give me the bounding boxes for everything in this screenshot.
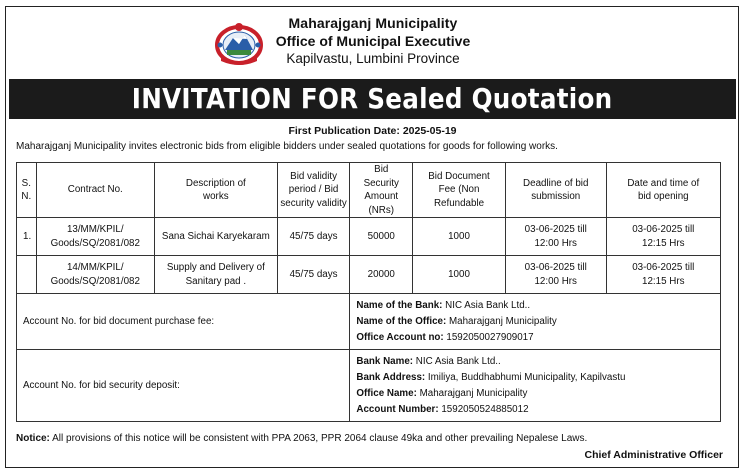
notice-body: All provisions of this notice will be consistent with PPA 2063, PPR 2064 clause 49ka and other prevailing Nepalese Laws. xyxy=(52,433,588,444)
intro-text: Maharajganj Municipality invites electronic bids from eligible bidders under sealed quotations for goods for following works. xyxy=(16,141,558,152)
purchase-office-value: Maharajganj Municipality xyxy=(448,315,557,327)
notice-label: Notice: xyxy=(16,433,50,444)
table-row xyxy=(17,218,721,256)
purchase-account-line xyxy=(356,330,720,346)
table-header-row xyxy=(17,163,721,218)
security-account-details xyxy=(350,350,721,422)
purchase-account-no-label: Office Account no: xyxy=(356,331,444,343)
cell-opening: 03-06-2025 till 12:15 Hrs xyxy=(606,256,720,294)
security-office-label: Office Name: xyxy=(356,387,417,399)
header-validity: Bid validity period / Bid security validity xyxy=(277,163,350,218)
purchase-account-label: Account No. for bid document purchase fee: xyxy=(17,294,350,350)
security-account-no-value: 1592050524885012 xyxy=(441,403,529,415)
nepal-emblem-icon xyxy=(213,20,265,66)
header-deadline: Deadline of bid submission xyxy=(505,163,606,218)
cell-security: 50000 xyxy=(350,218,413,256)
notice-text xyxy=(16,433,587,444)
purchase-account-no-value: 1592050027909017 xyxy=(446,331,534,343)
security-bank-line xyxy=(356,354,720,370)
cell-fee: 1000 xyxy=(413,218,506,256)
security-address-label: Bank Address: xyxy=(356,371,426,383)
office-name: Office of Municipal Executive xyxy=(275,33,471,49)
page-title: INVITATION FOR Sealed Quotation xyxy=(132,82,613,115)
purchase-office-label: Name of the Office: xyxy=(356,315,447,327)
cell-deadline: 03-06-2025 till 12:00 Hrs xyxy=(505,218,606,256)
header-security: Bid Security Amount (NRs) xyxy=(350,163,413,218)
signatory: Chief Administrative Officer xyxy=(584,449,723,461)
security-account-line xyxy=(356,402,720,418)
cell-contract: 14/MM/KPIL/ Goods/SQ/2081/082 xyxy=(36,256,154,294)
header-description: Description of works xyxy=(154,163,277,218)
purchase-bank-line xyxy=(356,298,720,314)
org-name: Maharajganj Municipality xyxy=(288,15,458,31)
cell-fee: 1000 xyxy=(413,256,506,294)
security-office-value: Maharajganj Municipality xyxy=(419,387,528,399)
purchase-account-details xyxy=(350,294,721,350)
office-location: Kapilvastu, Lumbini Province xyxy=(286,51,460,66)
security-office-line xyxy=(356,386,720,402)
cell-security: 20000 xyxy=(350,256,413,294)
purchase-bank-label: Name of the Bank: xyxy=(356,299,443,311)
cell-validity: 45/75 days xyxy=(277,218,350,256)
cell-description: Sana Sichai Karyekaram xyxy=(154,218,277,256)
cell-contract: 13/MM/KPIL/ Goods/SQ/2081/082 xyxy=(36,218,154,256)
quotation-table xyxy=(16,162,721,422)
cell-description: Supply and Delivery of Sanitary pad . xyxy=(154,256,277,294)
publication-date: First Publication Date: 2025-05-19 xyxy=(288,125,457,137)
organization-block xyxy=(268,14,478,68)
security-account-row xyxy=(17,350,721,422)
purchase-office-line xyxy=(356,314,720,330)
purchase-bank-value: NIC Asia Bank Ltd.. xyxy=(445,299,531,311)
security-account-no-label: Account Number: xyxy=(356,403,439,415)
cell-sn: 1. xyxy=(17,218,37,256)
cell-sn xyxy=(17,256,37,294)
purchase-account-row xyxy=(17,294,721,350)
security-account-label: Account No. for bid security deposit: xyxy=(17,350,350,422)
title-banner xyxy=(9,79,736,119)
header xyxy=(0,0,745,80)
header-sn: S. N. xyxy=(17,163,37,218)
cell-deadline: 03-06-2025 till 12:00 Hrs xyxy=(505,256,606,294)
security-bank-label: Bank Name: xyxy=(356,355,414,367)
security-address-line xyxy=(356,370,720,386)
security-bank-value: NIC Asia Bank Ltd.. xyxy=(415,355,501,367)
cell-opening: 03-06-2025 till 12:15 Hrs xyxy=(606,218,720,256)
security-address-value: Imiliya, Buddhabhumi Municipality, Kapilvastu xyxy=(427,371,626,383)
cell-validity: 45/75 days xyxy=(277,256,350,294)
header-fee: Bid Document Fee (Non Refundable xyxy=(413,163,506,218)
header-contract: Contract No. xyxy=(36,163,154,218)
table-row xyxy=(17,256,721,294)
header-opening: Date and time of bid opening xyxy=(606,163,720,218)
